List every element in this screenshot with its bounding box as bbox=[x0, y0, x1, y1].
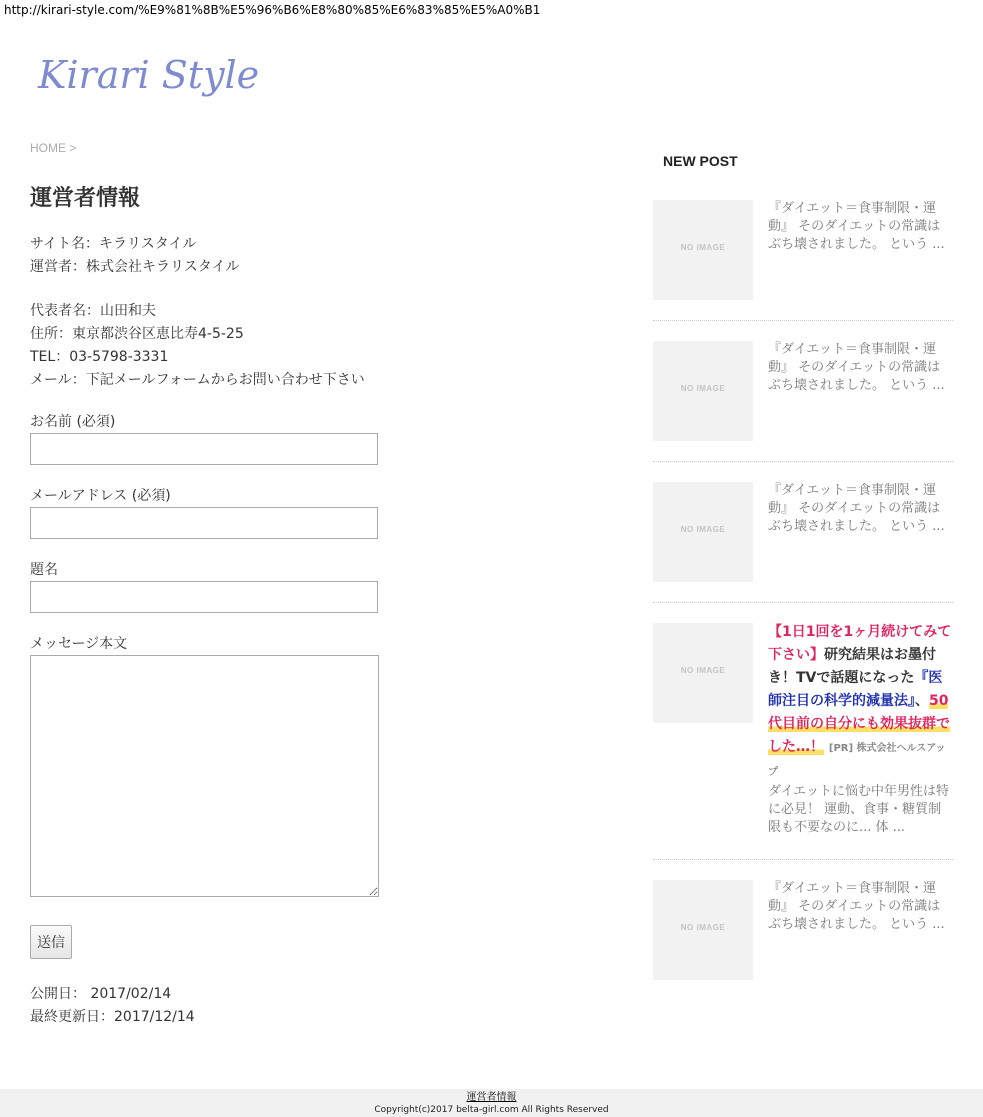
address-text: 住所：東京都渋谷区恵比寿4-5-25 bbox=[30, 326, 244, 342]
footer bbox=[0, 1089, 983, 1117]
ad-headline-part: 『医師注目の科学的減量法』 bbox=[768, 670, 943, 709]
ad-headline-part: 、 bbox=[915, 693, 929, 709]
submit-button[interactable]: 送信 bbox=[30, 925, 72, 959]
name-label: お名前 (必須) bbox=[30, 414, 116, 430]
page-title: 運営者情報 bbox=[30, 186, 141, 211]
updated-date: 最終更新日：2017/12/14 bbox=[30, 1009, 195, 1025]
subject-field[interactable] bbox=[30, 581, 378, 613]
sidebar-post[interactable] bbox=[653, 200, 953, 300]
post-divider bbox=[653, 320, 953, 321]
post-excerpt[interactable]: 『ダイエット＝食事制限・運動』 そのダイエットの常識はぶち壊されました。 という ... bbox=[768, 201, 945, 252]
no-image-label: NO IMAGE bbox=[680, 243, 726, 252]
ad-headline-highlight: 50代目前の自分にも効果抜群でした…！ bbox=[768, 693, 950, 755]
operator-info bbox=[30, 233, 365, 392]
site-logo-image bbox=[36, 46, 276, 110]
sidebar-title: NEW POST bbox=[663, 153, 738, 169]
mail-text: メール：下記メールフォームからお問い合わせ下さい bbox=[30, 372, 365, 388]
ad-description[interactable]: ダイエットに悩む中年男性は特に必見！ 運動、食事・糖質制限も不要なのに... 体 ... bbox=[768, 784, 949, 835]
sidebar-post[interactable] bbox=[653, 880, 953, 980]
sidebar-post[interactable] bbox=[653, 482, 953, 582]
post-excerpt[interactable]: 『ダイエット＝食事制限・運動』 そのダイエットの常識はぶち壊されました。 という ... bbox=[768, 881, 945, 932]
no-image-label: NO IMAGE bbox=[680, 384, 726, 393]
ad-headline-part: 【1日1回を1ヶ月続けてみて下さい】 bbox=[768, 624, 952, 663]
sidebar-post[interactable] bbox=[653, 341, 953, 441]
post-thumbnail[interactable] bbox=[653, 200, 753, 300]
subject-label: 題名 bbox=[30, 562, 58, 578]
message-label: メッセージ本文 bbox=[30, 636, 128, 652]
email-field[interactable] bbox=[30, 507, 378, 539]
ad-headline-part: 研究結果はお墨付き！TVで話題になった bbox=[768, 647, 936, 686]
post-thumbnail[interactable] bbox=[653, 341, 753, 441]
post-thumbnail[interactable] bbox=[653, 880, 753, 980]
post-excerpt[interactable]: 『ダイエット＝食事制限・運動』 そのダイエットの常識はぶち壊されました。 という ... bbox=[768, 342, 945, 393]
tel-text: TEL：03-5798-3331 bbox=[30, 349, 169, 365]
email-label: メールアドレス (必須) bbox=[30, 488, 171, 504]
ad-sponsor: [PR] 株式会社ヘルスアップ bbox=[768, 743, 946, 778]
ad-thumbnail[interactable] bbox=[653, 623, 753, 723]
post-dates bbox=[30, 983, 195, 1029]
breadcrumb[interactable]: HOME > bbox=[30, 141, 77, 155]
post-divider bbox=[653, 859, 953, 860]
operator-text: 運営者：株式会社キラリスタイル bbox=[30, 259, 240, 275]
post-divider bbox=[653, 602, 953, 603]
post-thumbnail[interactable] bbox=[653, 482, 753, 582]
post-divider bbox=[653, 461, 953, 462]
no-image-label: NO IMAGE bbox=[680, 923, 726, 932]
no-image-label: NO IMAGE bbox=[680, 525, 726, 534]
message-field[interactable] bbox=[30, 655, 379, 897]
published-date: 公開日： 2017/02/14 bbox=[30, 986, 172, 1002]
site-logo[interactable] bbox=[36, 46, 276, 110]
footer-copyright: Copyright(c)2017 belta-girl.com All Rights Reserved bbox=[374, 1105, 609, 1115]
no-image-label: NO IMAGE bbox=[680, 666, 726, 675]
sidebar-ad-post[interactable] bbox=[653, 623, 953, 843]
ad-headline[interactable] bbox=[768, 621, 953, 784]
contact-form bbox=[30, 411, 380, 959]
post-excerpt[interactable]: 『ダイエット＝食事制限・運動』 そのダイエットの常識はぶち壊されました。 という ... bbox=[768, 483, 945, 534]
footer-operator-link[interactable]: 運営者情報 bbox=[466, 1092, 517, 1103]
site-logo-text: Kirari Style bbox=[38, 53, 260, 97]
name-field[interactable] bbox=[30, 433, 378, 465]
representative-text: 代表者名：山田和夫 bbox=[30, 303, 156, 319]
site-name-text: サイト名：キラリスタイル bbox=[30, 236, 197, 252]
page-url: http://kirari-style.com/%E9%81%8B%E5%96%B6%E8%80%85%E6%83%85%E5%A0%B1 bbox=[4, 3, 541, 17]
